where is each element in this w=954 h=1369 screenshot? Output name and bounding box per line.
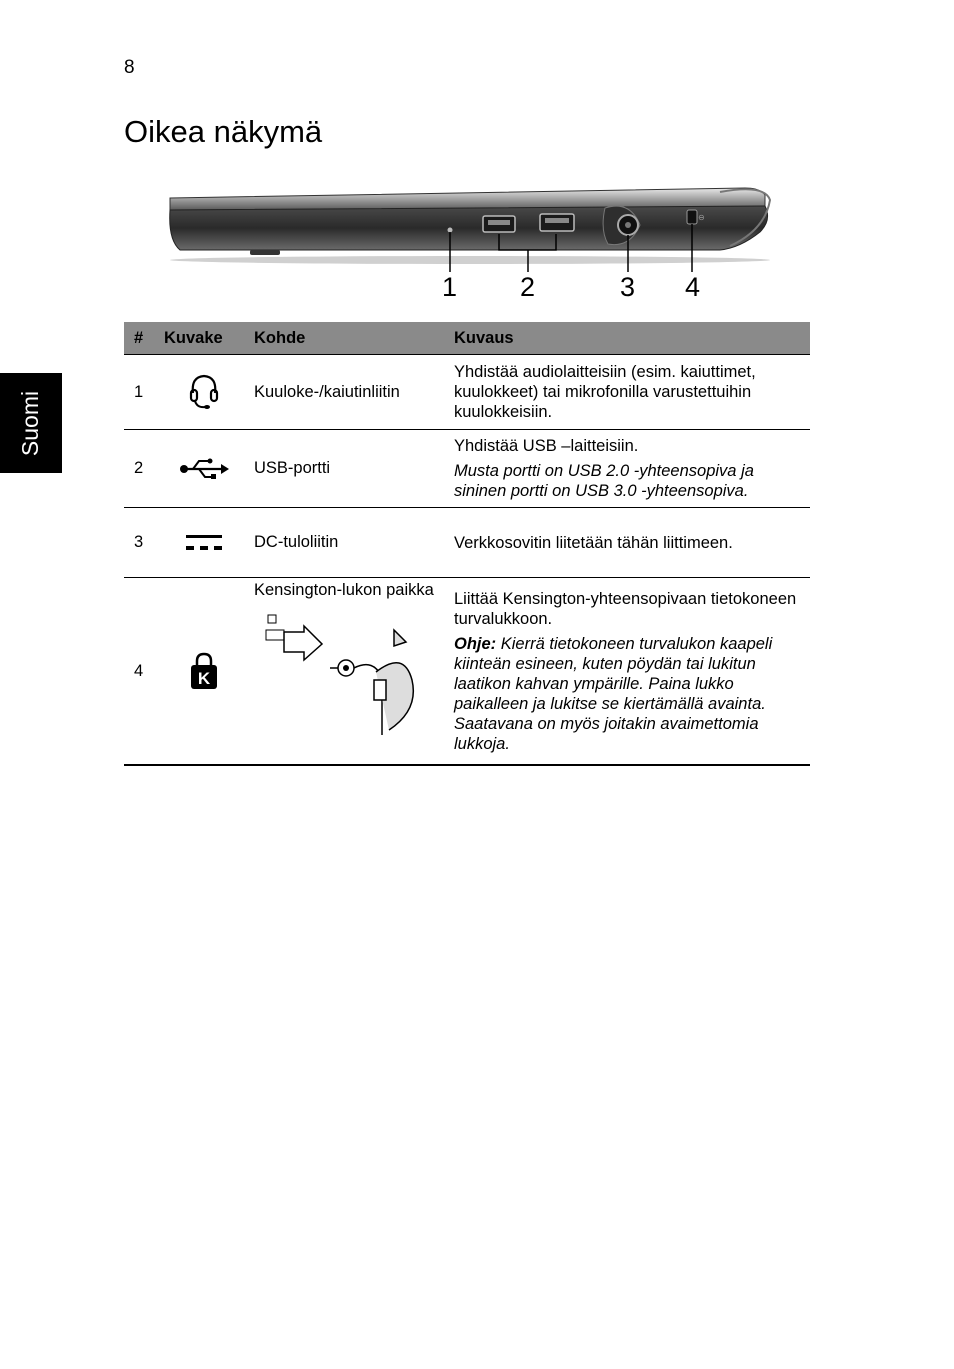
usb-icon [164,458,244,480]
language-side-tab-label: Suomi [17,390,44,456]
page-title: Oikea näkymä [124,114,323,149]
description-note [454,634,810,754]
kensington-lock-icon [164,652,244,690]
description-text: Verkkosovitin liitetään tähän liittimeen. [454,533,733,552]
row-icon-cell [154,508,244,578]
header-desc: Kuvaus [444,322,810,355]
row-number: 1 [124,355,154,430]
table-row [124,578,810,766]
header-item: Kohde [244,322,444,355]
row-item-cell [244,578,444,766]
description-text: Liittää Kensington-yhteensopivaan tietokoneen turvalukkoon. [454,589,797,628]
kensington-slot [687,210,697,224]
callout-3: 3 [620,272,636,302]
callout-1: 1 [442,272,458,302]
callout-2: 2 [520,272,536,302]
page-number: 8 [124,57,135,78]
kensington-lock-illustration [254,610,424,735]
table-row [124,355,810,430]
table-row [124,508,810,578]
row-description [444,355,810,430]
note-label: Ohje: [454,634,497,653]
callout-4: 4 [685,272,701,302]
row-description [444,430,810,508]
row-icon-cell [154,578,244,766]
row-item: DC-tuloliitin [244,508,444,578]
svg-text:⊖: ⊖ [698,213,705,222]
row-number: 2 [124,430,154,508]
dc-power-icon [164,531,244,555]
note-text: Kierrä tietokoneen turvalukon kaapeli kiinteän esineen, kuten pöydän tai lukitun laatikon kahvan ympärille. Paina lukko paikalleen ja lukitse se kiertämällä avainta. Saatavana on myös joitakin avaimettomia lukkoja. [454,634,773,753]
header-icon: Kuvake [154,322,244,355]
row-icon-cell [154,355,244,430]
description-text: Yhdistää USB –laitteisiin. [454,437,639,455]
headset-icon [164,373,244,411]
description-note: Musta portti on USB 2.0 -yhteensopiva ja sininen portti on USB 3.0 -yhteensopiva. [454,462,754,500]
row-item: Kuuloke-/kaiutinliitin [244,355,444,430]
header-num: # [124,322,154,355]
table-header-row [124,322,810,355]
description-text: Yhdistää audiolaitteisiin (esim. kaiuttimet, kuulokkeet) tai mikrofonilla varustettuihin kuulokkeisiin. [454,363,756,421]
language-side-tab [0,373,62,473]
row-item: USB-portti [244,430,444,508]
row-icon-cell [154,430,244,508]
insert-arrow-icon [284,626,322,660]
row-item: Kensington-lukon paikka [254,581,434,599]
row-description [444,508,810,578]
row-description [444,578,810,766]
row-number: 3 [124,508,154,578]
table-row [124,430,810,508]
ports-table [124,322,810,766]
audio-jack-port [448,228,453,233]
svg-text:K: K [197,669,211,688]
row-number: 4 [124,578,154,766]
